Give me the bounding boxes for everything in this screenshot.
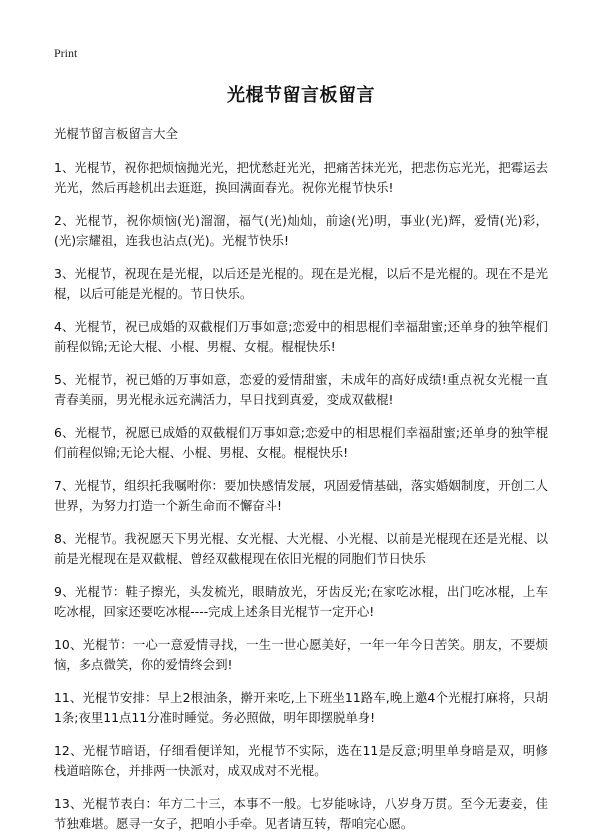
message-paragraph-11: 11、光棍节安排：早上2根油条，擀开来吃,上下班坐11路车,晚上邀4个光棍打麻将，只胡1条;夜里11点11分准时睡觉。务必照做，明年即摆脱单身! [54, 690, 548, 725]
message-paragraph-12: 12、光棍节暗语，仔细看便详知，光棍节不实际，选在11是反意;明里单身暗是双，明修栈道暗陈仓，并排两一快派对，成双成对不光棍。 [54, 743, 548, 778]
message-paragraph-2: 2、光棍节，祝你烦恼(光)溜溜，福气(光)灿灿，前途(光)明，事业(光)辉，爱情(光)彩，(光)宗耀祖，连我也沾点(光)。光棍节快乐! [54, 213, 548, 248]
message-paragraph-6: 6、光棍节，祝愿已成婚的双截棍们万事如意;恋爱中的相思棍们幸福甜蜜;还单身的独竿棍们前程似锦;无论大棍、小棍、男棍、女棍。棍棍快乐! [54, 425, 548, 460]
page-title: 光棍节留言板留言 [227, 85, 375, 106]
message-paragraph-7: 7、光棍节，组织托我嘱咐你：要加快感情发展，巩固爱情基础，落实婚姻制度，开创二人世界，为努力打造一个新生命而不懈奋斗! [54, 478, 548, 513]
message-paragraph-8: 8、光棍节。我祝愿天下男光棍、女光棍、大光棍、小光棍、以前是光棍现在还是光棍、以前是光棍现在是双截棍、曾经双截棍现在依旧光棍的同胞们节日快乐 [54, 531, 548, 566]
message-paragraph-5: 5、光棍节，祝已婚的万事如意，恋爱的爱情甜蜜，未成年的高好成绩!重点祝女光棍一直青春美丽，男光棍永远充满活力，早日找到真爱，变成双截棍! [54, 372, 548, 407]
message-paragraph-4: 4、光棍节，祝已成婚的双截棍们万事如意;恋爱中的相思棍们幸福甜蜜;还单身的独竿棍们前程似锦;无论大棍、小棍、男棍、女棍。棍棍快乐! [54, 319, 548, 354]
message-paragraph-1: 1、光棍节，祝你把烦恼抛光光，把忧愁赶光光，把痛苦抹光光，把悲伤忘光光，把霉运去光光，然后再趁机出去逛逛，换回满面春光。祝你光棍节快乐! [54, 160, 548, 195]
message-paragraph-9: 9、光棍节：鞋子擦光，头发梳光，眼睛放光，牙齿反光;在家吃冰棍，出门吃冰棍，上车吃冰棍，回家还要吃冰棍----完成上述条目光棍节一定开心! [54, 584, 548, 619]
message-paragraph-3: 3、光棍节，祝现在是光棍，以后还是光棍的。现在是光棍，以后不是光棍的。现在不是光棍，以后可能是光棍的。节日快乐。 [54, 266, 548, 301]
message-paragraph-10: 10、光棍节：一心一意爱情寻找，一生一世心愿美好，一年一年今日苦笑。朋友，不要烦恼，多点微笑，你的爱情终会到! [54, 637, 548, 672]
message-paragraph-13: 13、光棍节表白：年方二十三，本事不一般。七岁能咏诗，八岁身万贯。至今无妻妾，佳节独难堪。愿寻一女子，把咱小手牵。见者请互转，帮咱完心愿。 [54, 796, 548, 831]
print-label: Print [54, 46, 78, 60]
page-subtitle: 光棍节留言板留言大全 [54, 126, 178, 141]
